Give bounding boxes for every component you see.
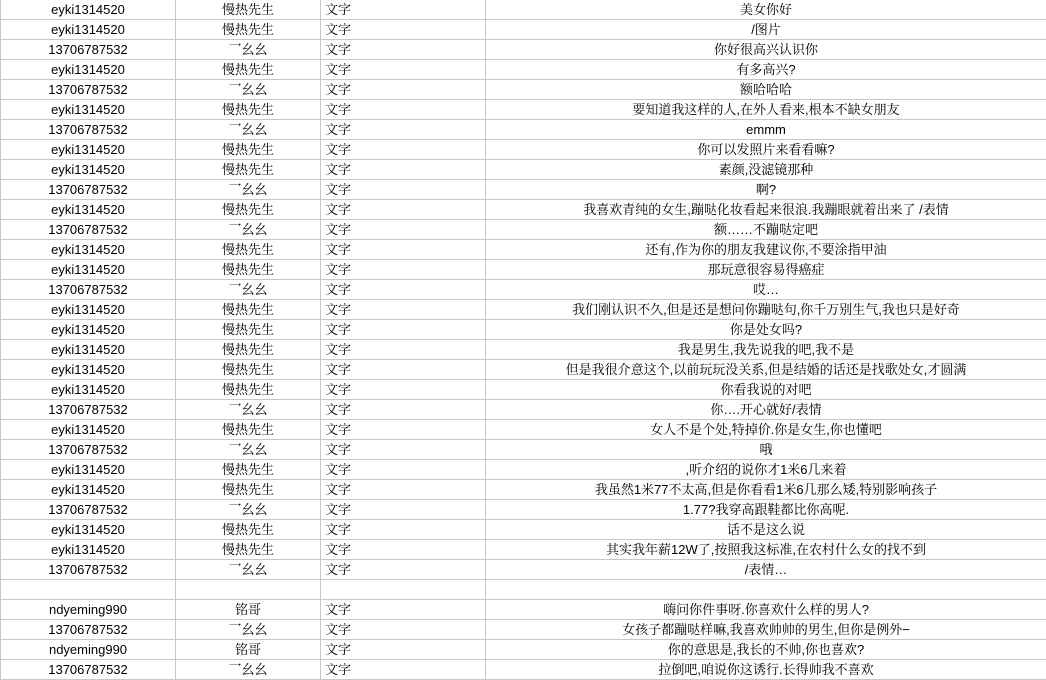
cell-nickname: 慢热先生 [176,480,321,500]
cell-nickname: 乛幺幺 [176,500,321,520]
cell-account: eyki1314520 [1,60,176,80]
cell-nickname: 乛幺幺 [176,180,321,200]
cell-nickname: 慢热先生 [176,100,321,120]
table-row [1,520,1046,540]
cell-type: 文字 [321,440,486,460]
cell-type: 文字 [321,400,486,420]
cell-content: 你可以发照片来看看嘛? [486,140,1046,160]
cell-nickname: 铭哥 [176,640,321,660]
cell-content: 要知道我这样的人,在外人看来,根本不缺女朋友 [486,100,1046,120]
cell-account: eyki1314520 [1,160,176,180]
cell-account: ndyeming990 [1,600,176,620]
cell-nickname: 乛幺幺 [176,440,321,460]
table-row [1,160,1046,180]
cell-type: 文字 [321,300,486,320]
table-row [1,660,1046,680]
cell-account: eyki1314520 [1,320,176,340]
table-row [1,180,1046,200]
cell-account: eyki1314520 [1,460,176,480]
cell-account: eyki1314520 [1,340,176,360]
cell-type [321,580,486,600]
cell-nickname: 慢热先生 [176,340,321,360]
cell-account: ndyeming990 [1,640,176,660]
cell-type: 文字 [321,480,486,500]
cell-type: 文字 [321,80,486,100]
cell-account: 13706787532 [1,440,176,460]
cell-content: 哦 [486,440,1046,460]
cell-type: 文字 [321,280,486,300]
cell-account [1,580,176,600]
cell-type: 文字 [321,120,486,140]
table-row [1,220,1046,240]
cell-type: 文字 [321,260,486,280]
cell-nickname: 乛幺幺 [176,40,321,60]
cell-account: eyki1314520 [1,480,176,500]
cell-type: 文字 [321,140,486,160]
cell-account: eyki1314520 [1,300,176,320]
table-row [1,260,1046,280]
cell-content: 啊? [486,180,1046,200]
cell-type: 文字 [321,100,486,120]
table-row [1,400,1046,420]
cell-nickname: 慢热先生 [176,300,321,320]
cell-type: 文字 [321,500,486,520]
cell-content: 拉倒吧,咱说你这诱行.长得帅我不喜欢 [486,660,1046,680]
cell-content: 话不是这么说 [486,520,1046,540]
cell-content: 素颜,没滤镜那种 [486,160,1046,180]
cell-nickname: 慢热先生 [176,260,321,280]
table-row [1,140,1046,160]
cell-account: eyki1314520 [1,240,176,260]
cell-account: eyki1314520 [1,380,176,400]
cell-account: 13706787532 [1,660,176,680]
cell-content: 那玩意很容易得癌症 [486,260,1046,280]
table-row [1,60,1046,80]
cell-content: 额哈哈哈 [486,80,1046,100]
cell-content: 美女你好 [486,0,1046,20]
cell-content: 1.77?我穿高跟鞋都比你高呢. [486,500,1046,520]
cell-nickname: 乛幺幺 [176,660,321,680]
table-row [1,240,1046,260]
cell-account: eyki1314520 [1,520,176,540]
cell-nickname: 乛幺幺 [176,620,321,640]
cell-nickname: 慢热先生 [176,460,321,480]
cell-nickname [176,580,321,600]
cell-account: 13706787532 [1,120,176,140]
cell-content: 你….开心就好/表情 [486,400,1046,420]
cell-account: 13706787532 [1,80,176,100]
table-row [1,100,1046,120]
cell-content: /表情… [486,560,1046,580]
cell-content: 我是男生,我先说我的吧,我不是 [486,340,1046,360]
table-row [1,540,1046,560]
table-row [1,380,1046,400]
cell-account: eyki1314520 [1,200,176,220]
cell-nickname: 慢热先生 [176,60,321,80]
cell-nickname: 慢热先生 [176,240,321,260]
cell-account: eyki1314520 [1,20,176,40]
cell-account: 13706787532 [1,180,176,200]
cell-type: 文字 [321,340,486,360]
cell-type: 文字 [321,660,486,680]
cell-account: eyki1314520 [1,420,176,440]
cell-nickname: 慢热先生 [176,20,321,40]
cell-nickname: 铭哥 [176,600,321,620]
cell-account: 13706787532 [1,280,176,300]
cell-type: 文字 [321,320,486,340]
table-row [1,80,1046,100]
cell-type: 文字 [321,60,486,80]
cell-content: 女人不是个处,特掉价.你是女生,你也懂吧 [486,420,1046,440]
cell-type: 文字 [321,600,486,620]
cell-account: 13706787532 [1,220,176,240]
cell-type: 文字 [321,620,486,640]
cell-nickname: 乛幺幺 [176,400,321,420]
table-row [1,360,1046,380]
cell-type: 文字 [321,180,486,200]
cell-nickname: 慢热先生 [176,520,321,540]
cell-nickname: 慢热先生 [176,140,321,160]
cell-type: 文字 [321,40,486,60]
cell-type: 文字 [321,20,486,40]
table-row [1,200,1046,220]
cell-nickname: 慢热先生 [176,420,321,440]
cell-account: eyki1314520 [1,360,176,380]
table-row [1,20,1046,40]
table-row-blank [1,580,1046,600]
chat-log-body [1,0,1046,680]
cell-type: 文字 [321,380,486,400]
cell-type: 文字 [321,420,486,440]
table-row [1,560,1046,580]
cell-nickname: 乛幺幺 [176,120,321,140]
table-row [1,340,1046,360]
cell-nickname: 乛幺幺 [176,80,321,100]
cell-content: 额……不蹦哒定吧 [486,220,1046,240]
cell-content: /图片 [486,20,1046,40]
table-row [1,300,1046,320]
cell-account: eyki1314520 [1,540,176,560]
table-row [1,0,1046,20]
table-row [1,40,1046,60]
table-row [1,620,1046,640]
cell-content: 你好很高兴认识你 [486,40,1046,60]
cell-content: emmm [486,120,1046,140]
cell-type: 文字 [321,640,486,660]
cell-type: 文字 [321,540,486,560]
cell-account: 13706787532 [1,400,176,420]
cell-type: 文字 [321,560,486,580]
cell-type: 文字 [321,200,486,220]
cell-content: 你看我说的对吧 [486,380,1046,400]
cell-account: eyki1314520 [1,0,176,20]
table-row [1,320,1046,340]
cell-content: 哎… [486,280,1046,300]
cell-account: 13706787532 [1,40,176,60]
cell-account: eyki1314520 [1,140,176,160]
cell-content: 我虽然1米77不太高,但是你看看1米6几那么矮,特别影响孩子 [486,480,1046,500]
cell-content: 我们刚认识不久,但是还是想问你蹦哒句,你千万别生气,我也只是好奇 [486,300,1046,320]
cell-type: 文字 [321,220,486,240]
cell-nickname: 乛幺幺 [176,220,321,240]
cell-content: 嗨问你件事呀.你喜欢什么样的男人? [486,600,1046,620]
table-row [1,280,1046,300]
cell-type: 文字 [321,160,486,180]
cell-nickname: 慢热先生 [176,380,321,400]
cell-nickname: 慢热先生 [176,160,321,180]
cell-nickname: 慢热先生 [176,540,321,560]
cell-account: 13706787532 [1,560,176,580]
cell-content: 我喜欢青纯的女生,蹦哒化妆看起来很浪.我蹦眼就着出来了 /表情 [486,200,1046,220]
cell-content: 你是处女吗? [486,320,1046,340]
cell-type: 文字 [321,460,486,480]
cell-nickname: 慢热先生 [176,0,321,20]
cell-account: 13706787532 [1,500,176,520]
table-row [1,600,1046,620]
cell-content: 你的意思是,我长的不帅,你也喜欢? [486,640,1046,660]
cell-account: eyki1314520 [1,260,176,280]
cell-type: 文字 [321,240,486,260]
cell-account: eyki1314520 [1,100,176,120]
cell-type: 文字 [321,0,486,20]
cell-nickname: 乛幺幺 [176,280,321,300]
table-row [1,120,1046,140]
cell-content: 女孩子都蹦哒样嘛,我喜欢帅帅的男生,但你是例外− [486,620,1046,640]
cell-content: ,听介绍的说你才1米6几来着 [486,460,1046,480]
cell-type: 文字 [321,360,486,380]
cell-nickname: 慢热先生 [176,200,321,220]
table-row [1,640,1046,660]
cell-content: 但是我很介意这个,以前玩玩没关系,但是结婚的话还是找歌处女,才圆满 [486,360,1046,380]
table-row [1,460,1046,480]
cell-nickname: 慢热先生 [176,360,321,380]
cell-account: 13706787532 [1,620,176,640]
cell-nickname: 乛幺幺 [176,560,321,580]
table-row [1,500,1046,520]
cell-nickname: 慢热先生 [176,320,321,340]
table-row [1,420,1046,440]
cell-type: 文字 [321,520,486,540]
cell-content: 有多高兴? [486,60,1046,80]
cell-content [486,580,1046,600]
cell-content: 其实我年薪12W了,按照我这标准,在农村什么女的找不到 [486,540,1046,560]
table-row [1,480,1046,500]
cell-content: 还有,作为你的朋友我建议你,不要涂指甲油 [486,240,1046,260]
table-row [1,440,1046,460]
